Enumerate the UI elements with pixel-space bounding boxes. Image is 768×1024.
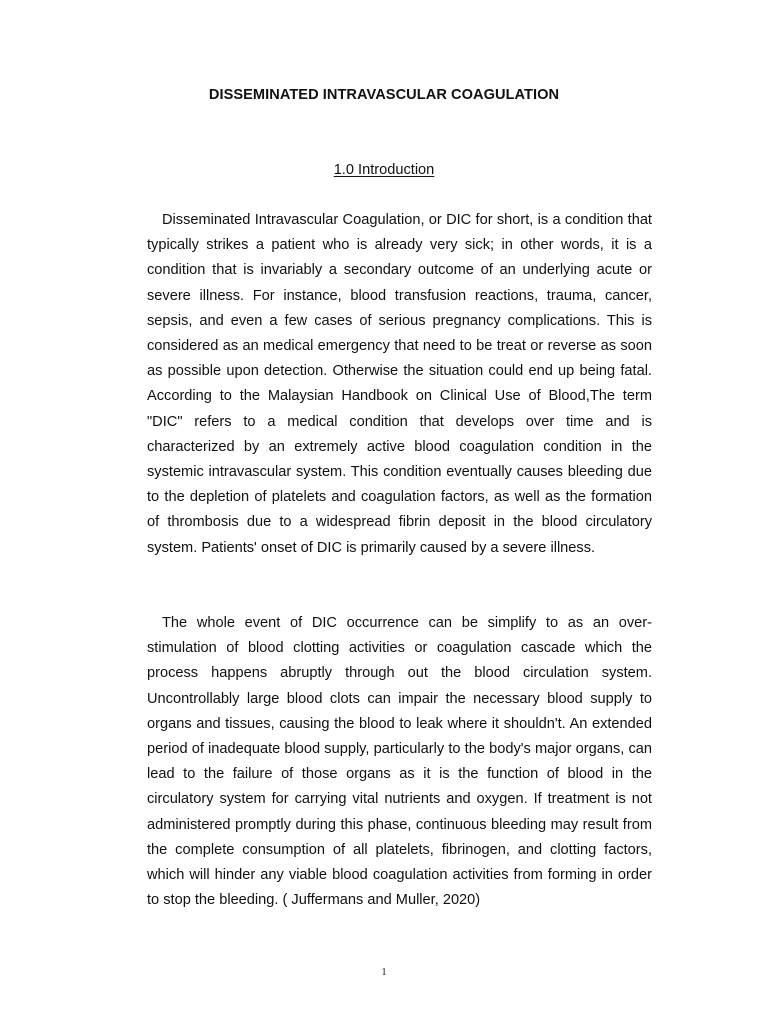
document-title: DISSEMINATED INTRAVASCULAR COAGULATION (208, 87, 560, 103)
page-number: 1 (381, 967, 387, 978)
paragraph-introduction: Disseminated Intravascular Coagulation, or DIC for short, is a condition that typically strikes a patient who is already very sick; in other words, it is a condition that is invariably a secondary outcome of an underlying acute or severe illness. For instance, blood transfusion reactions, trauma, cancer, sepsis, and even a few cases of serious pregnancy complications. This is considered as an medical emergency that need to be treat or reverse as soon as possible upon detection. Otherwise the situation could end up being fatal. According to the Malaysian Handbook on Clinical Use of Blood,The term "DIC" refers to a medical condition that develops over time and is characterized by an extremely active blood coagulation condition in the systemic intravascular system. This condition eventually causes bleeding due to the depletion of platelets and coagulation factors, as well as the formation of thrombosis due to a widespread fibrin deposit in the blood circulatory system. Patients' onset of DIC is primarily caused by a severe illness. (147, 212, 652, 556)
section-heading: 1.0 Introduction (333, 162, 435, 178)
paragraph-pathophysiology: The whole event of DIC occurrence can be simplify to as an over-stimulation of blood clotting activities or coagulation cascade which the process happens abruptly through out the blood circulation system. Uncontrollably large blood clots can impair the necessary blood supply to organs and tissues, causing the blood to leak where it shouldn't. An extended period of inadequate blood supply, particularly to the body's major organs, can lead to the failure of those organs as it is the function of blood in the circulatory system for carrying vital nutrients and oxygen. If treatment is not administered promptly during this phase, continuous bleeding may result from the complete consumption of all platelets, fibrinogen, and clotting factors, which will hinder any viable blood coagulation activities from forming in order to stop the bleeding. ( Juffermans and Muller, 2020) (147, 615, 652, 909)
